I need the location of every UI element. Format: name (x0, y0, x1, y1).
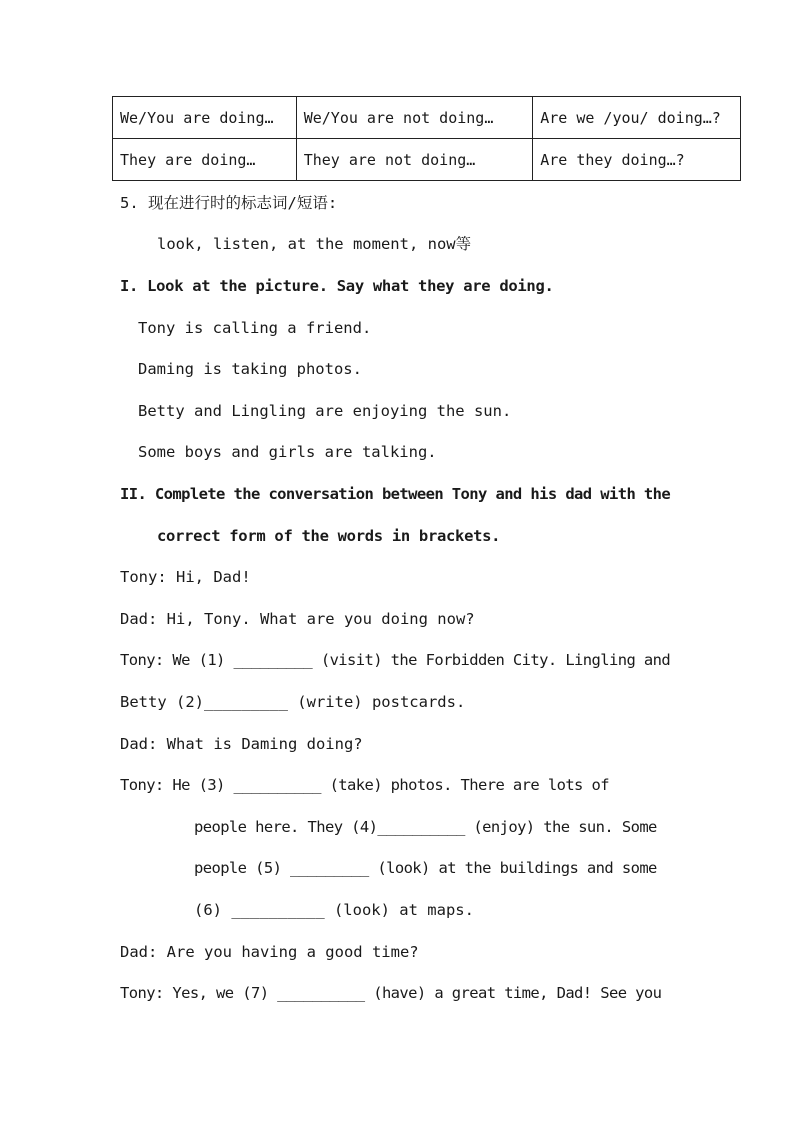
dialogue-line: Tony: He (3) __________ (take) photos. There are lots of (120, 776, 609, 794)
dialogue-line: Tony: We (1) _________ (visit) the Forbidden City. Lingling and (120, 651, 671, 669)
section1-sentence: Daming is taking photos. (138, 360, 362, 378)
dialogue-line: Tony: Yes, we (7) __________ (have) a great time, Dad! See you (120, 984, 662, 1002)
point5-heading: 5. 现在进行时的标志词/短语: (120, 194, 338, 212)
dialogue-line: Dad: Are you having a good time? (120, 943, 419, 961)
table-row (113, 139, 741, 181)
table-cell: Are we /you/ doing…? (533, 97, 741, 139)
section2-title-line2: correct form of the words in brackets. (157, 527, 501, 545)
table-cell: We/You are doing… (113, 97, 297, 139)
dialogue-line: Dad: Hi, Tony. What are you doing now? (120, 610, 475, 628)
section1-title: I. Look at the picture. Say what they are doing. (120, 277, 554, 295)
section2-title-line1: II. Complete the conversation between Tony and his dad with the (120, 485, 671, 503)
section1-sentence: Some boys and girls are talking. (138, 443, 437, 461)
grammar-table (112, 96, 741, 181)
dialogue-line: people (5) _________ (look) at the buildings and some (194, 859, 657, 877)
table-cell: They are not doing… (296, 139, 533, 181)
dialogue-line: Betty (2)_________ (write) postcards. (120, 693, 466, 711)
point5-words: look, listen, at the moment, now等 (157, 235, 472, 253)
dialogue-line: Dad: What is Daming doing? (120, 735, 363, 753)
table-cell: We/You are not doing… (296, 97, 533, 139)
table-row (113, 97, 741, 139)
dialogue-line: (6) __________ (look) at maps. (194, 901, 474, 919)
dialogue-line: people here. They (4)__________ (enjoy) the sun. Some (194, 818, 657, 836)
section1-sentence: Tony is calling a friend. (138, 319, 372, 337)
dialogue-line: Tony: Hi, Dad! (120, 568, 251, 586)
section1-sentence: Betty and Lingling are enjoying the sun. (138, 402, 512, 420)
table-cell: They are doing… (113, 139, 297, 181)
table-cell: Are they doing…? (533, 139, 741, 181)
